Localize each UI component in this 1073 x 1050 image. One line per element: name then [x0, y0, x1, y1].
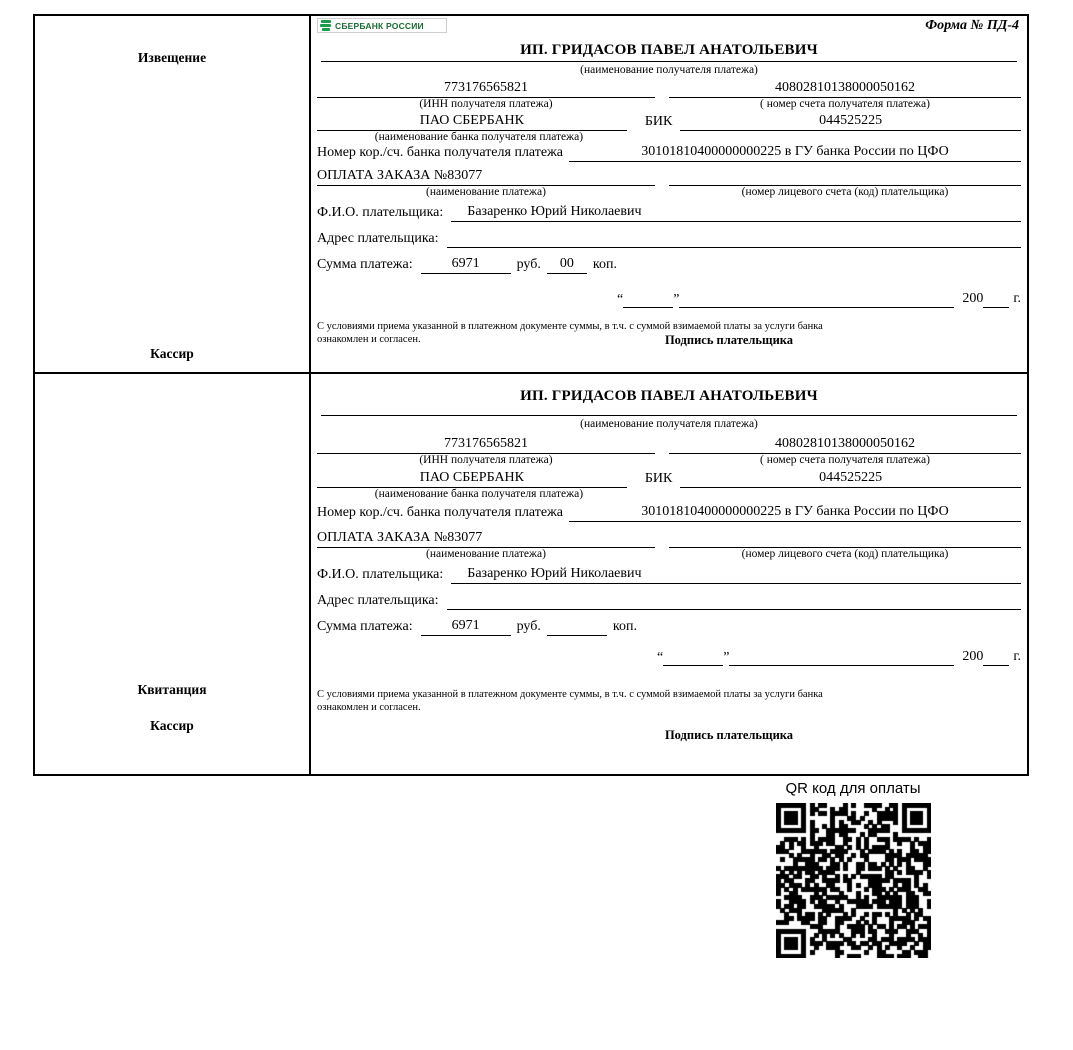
account-value-top: 40802810138000050162 — [669, 80, 1021, 98]
date-quote-close-top: ” — [673, 292, 680, 307]
inn-value-bottom: 773176565821 — [317, 436, 655, 454]
payer-fio-value-bottom: Базаренко Юрий Николаевич — [467, 566, 642, 581]
sum-rub-value-bottom: 6971 — [451, 618, 480, 633]
bik-value-top: 044525225 — [680, 113, 1021, 131]
corr-account-value-top: 30101810400000000225 в ГУ банка России по ЦФО — [641, 144, 949, 159]
date-row-bottom — [317, 646, 1021, 666]
sberbank-logo-text: СБЕРБАНК РОССИИ — [335, 20, 424, 31]
payer-address-row-bottom — [317, 592, 1021, 610]
payment-sum-label-top: Сумма платежа: — [317, 257, 413, 272]
account-caption-top: ( номер счета получателя платежа) — [760, 98, 930, 110]
sum-kop-value-bottom — [547, 618, 607, 634]
kop-label-bottom: коп. — [612, 619, 637, 634]
corr-account-row-top — [317, 144, 1021, 162]
date-quote-open-bottom: “ — [657, 650, 664, 665]
payment-name-caption-top: (наименование платежа) — [425, 186, 546, 198]
payee-name-row-bottom — [317, 388, 1021, 430]
payment-name-caption-bottom: (наименование платежа) — [425, 548, 546, 560]
payment-sum-label-bottom: Сумма платежа: — [317, 619, 413, 634]
bank-name-caption-top: (наименование банка получателя платежа) — [374, 131, 584, 143]
payment-name-row-bottom — [317, 530, 1021, 560]
receipt-section — [35, 374, 1027, 774]
inn-caption-top: (ИНН получателя платежа) — [419, 98, 553, 110]
terms-text-bottom — [317, 688, 1021, 714]
qr-section — [768, 780, 938, 958]
rub-label-top: руб. — [516, 257, 541, 272]
inn-value-top: 773176565821 — [317, 80, 655, 98]
receipt-label: Квитанция — [137, 682, 207, 697]
payee-name-bottom: ИП. ГРИДАСОВ ПАВЕЛ АНАТОЛЬЕВИЧ — [321, 388, 1017, 416]
date-row-top — [317, 288, 1021, 308]
inn-account-row-bottom — [317, 436, 1021, 466]
personal-account-caption-bottom: (номер лицевого счета (код) плательщика) — [741, 548, 949, 560]
date-year-bottom: 200 — [962, 649, 984, 664]
personal-account-value-bottom — [669, 530, 1021, 548]
terms-line1-top: С условиями приема указанной в платежном документе суммы, в т.ч. с суммой взимаемой платы за услуги банка — [317, 321, 823, 332]
cashier-label-bottom: Кассир — [150, 718, 194, 733]
payment-sum-row-top — [317, 256, 1021, 274]
payer-address-label-top: Адрес плательщика: — [317, 231, 439, 246]
qr-title: QR код для оплаты — [785, 780, 921, 797]
payment-form — [33, 14, 1029, 776]
date-year-suffix-bottom: г. — [1013, 649, 1021, 664]
payer-fio-row-top — [317, 204, 1021, 222]
corr-account-row-bottom — [317, 504, 1021, 522]
payment-sum-row-bottom — [317, 618, 1021, 636]
payer-address-label-bottom: Адрес плательщика: — [317, 593, 439, 608]
corr-account-value-bottom: 30101810400000000225 в ГУ банка России по ЦФО — [641, 504, 949, 519]
account-caption-bottom: ( номер счета получателя платежа) — [760, 454, 930, 466]
payer-fio-label-bottom: Ф.И.О. плательщика: — [317, 567, 444, 582]
notice-label: Извещение — [137, 50, 207, 65]
payer-fio-label-top: Ф.И.О. плательщика: — [317, 205, 444, 220]
payer-address-row-top — [317, 230, 1021, 248]
payer-fio-row-bottom — [317, 566, 1021, 584]
bank-name-caption-bottom: (наименование банка получателя платежа) — [374, 488, 584, 500]
bank-name-value-top: ПАО СБЕРБАНК — [317, 113, 627, 131]
terms-line2-top: ознакомлен и согласен. — [317, 334, 421, 346]
payee-name-caption-bottom: (наименование получателя платежа) — [580, 418, 758, 430]
personal-account-value-top — [669, 168, 1021, 186]
bank-bik-row-top — [317, 113, 1021, 131]
payment-name-value-top: ОПЛАТА ЗАКАЗА №83077 — [317, 168, 655, 186]
signature-label-bottom: Подпись плательщика — [664, 728, 794, 743]
notice-section — [35, 16, 1027, 374]
rub-label-bottom: руб. — [516, 619, 541, 634]
sum-rub-value-top: 6971 — [451, 256, 480, 271]
sum-kop-value-top: 00 — [559, 256, 574, 271]
qr-canvas — [776, 803, 931, 958]
payee-name-caption-top: (наименование получателя платежа) — [580, 64, 758, 76]
form-number-top: Форма № ПД-4 — [925, 18, 1019, 33]
date-quote-close-bottom: ” — [723, 650, 730, 665]
kop-label-top: коп. — [592, 257, 617, 272]
payee-name-row-top — [317, 42, 1021, 76]
date-year-top: 200 — [962, 291, 984, 306]
payment-name-row-top — [317, 168, 1021, 198]
payer-fio-value-top: Базаренко Юрий Николаевич — [467, 204, 642, 219]
inn-account-row-top — [317, 80, 1021, 110]
payer-address-value-top — [447, 230, 1021, 246]
corr-account-label-bottom: Номер кор./сч. банка получателя платежа — [317, 505, 563, 520]
payer-address-value-bottom — [447, 592, 1021, 608]
bik-label-top: БИК — [644, 114, 673, 129]
sberbank-logo — [317, 18, 447, 33]
signature-label-top: Подпись плательщика — [664, 333, 794, 348]
date-quote-open-top: “ — [617, 292, 624, 307]
notice-left-column — [35, 16, 311, 372]
inn-caption-bottom: (ИНН получателя платежа) — [419, 454, 553, 466]
date-year-suffix-top: г. — [1013, 291, 1021, 306]
terms-line2-bottom: ознакомлен и согласен. — [317, 702, 421, 714]
bank-bik-row-bottom — [317, 470, 1021, 488]
receipt-left-column — [35, 374, 311, 774]
terms-line1-bottom: С условиями приема указанной в платежном документе суммы, в т.ч. с суммой взимаемой платы за услуги банка — [317, 689, 823, 700]
cashier-label-top: Кассир — [150, 346, 194, 361]
notice-right-column — [311, 16, 1027, 372]
account-value-bottom: 40802810138000050162 — [669, 436, 1021, 454]
bank-name-value-bottom: ПАО СБЕРБАНК — [317, 470, 627, 488]
payee-name-top: ИП. ГРИДАСОВ ПАВЕЛ АНАТОЛЬЕВИЧ — [321, 42, 1017, 62]
qr-code-image — [776, 803, 931, 958]
bik-value-bottom: 044525225 — [680, 470, 1021, 488]
personal-account-caption-top: (номер лицевого счета (код) плательщика) — [741, 186, 949, 198]
receipt-right-column — [311, 374, 1027, 774]
payment-name-value-bottom: ОПЛАТА ЗАКАЗА №83077 — [317, 530, 655, 548]
sberbank-mark-icon — [320, 20, 332, 31]
bik-label-bottom: БИК — [644, 471, 673, 486]
corr-account-label-top: Номер кор./сч. банка получателя платежа — [317, 145, 563, 160]
